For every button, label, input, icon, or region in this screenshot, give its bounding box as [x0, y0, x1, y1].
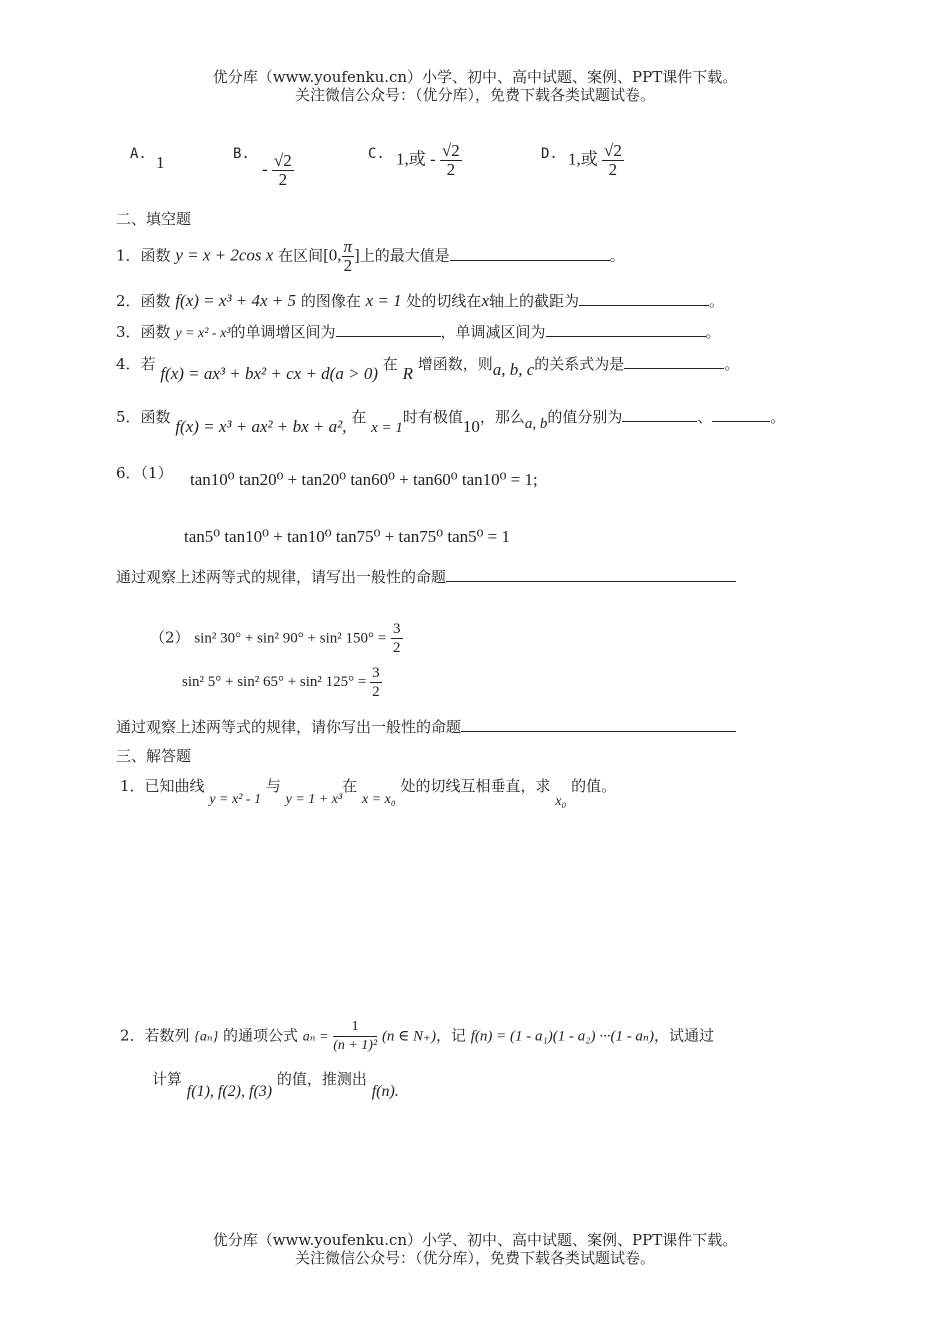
q6-equation-1: tan10⁰ tan20⁰ + tan20⁰ tan60⁰ + tan60⁰ tan10⁰ = 1; [190, 470, 538, 489]
q6-part-2 [150, 620, 403, 657]
q2-end: 。 [709, 292, 725, 310]
p2-an: aₙ = [302, 1029, 329, 1045]
q6-fraction-3-num: 3 [393, 621, 401, 637]
option-b-denominator: 2 [278, 170, 288, 189]
option-b-fraction [272, 152, 294, 189]
q1-interval-close: ] [354, 245, 360, 265]
q6-label: 6．（1） [116, 464, 173, 482]
problem-1 [120, 775, 617, 809]
q3-mid: 的单调增区间为 [230, 323, 336, 341]
fill-question-1 [116, 238, 625, 275]
p2-numerator: 1 [333, 1018, 377, 1037]
q4-mid2: 增函数，则 [417, 355, 493, 373]
q6-observation-2-text: 通过观察上述两等式的规律，请你写出一般性的命题 [116, 718, 462, 736]
fill-question-3 [116, 321, 721, 342]
p2-sequence: {aₙ} [194, 1029, 219, 1045]
option-c-value [396, 142, 462, 179]
p2-calc: 计算 [152, 1070, 183, 1088]
option-c-prefix: 1,或 - [396, 149, 436, 169]
q1-interval-open: [0, [323, 245, 342, 265]
q2-post2: 轴上的截距为 [488, 292, 579, 310]
q4-end: 。 [724, 355, 740, 373]
p1-point: x = x₀ [361, 792, 396, 807]
option-d-denominator: 2 [608, 160, 618, 179]
option-a-value: 1 [156, 153, 165, 172]
q3-function: y = x² - x³ [175, 326, 231, 341]
p1-and: 与 [265, 777, 281, 795]
q6-equation-3: sin² 30° + sin² 90° + sin² 150° = [194, 630, 387, 647]
q1-function: y = x + 2cos x [175, 245, 274, 265]
p2-fraction [333, 1018, 377, 1055]
option-d-value [568, 142, 624, 179]
q3-end: 。 [705, 323, 721, 341]
section-3-title: 三、解答题 [116, 747, 192, 765]
footer-line-2: 关注微信公众号：（优分库），免费下载各类试题试卷。 [294, 1249, 655, 1267]
q1-answer-blank[interactable] [450, 246, 610, 261]
p2-post: ，试通过 [654, 1026, 715, 1045]
header-line-2: 关注微信公众号：（优分库），免费下载各类试题试卷。 [294, 86, 655, 104]
p2-fvalues: f(1), f(2), f(3) [186, 1083, 273, 1100]
p2-mid2: ，记 [435, 1026, 466, 1045]
q5-sep: 、 [697, 408, 713, 426]
q5-ten: 10 [462, 417, 480, 436]
header-line-1: 优分库（www.youfenku.cn）小学、初中、高中试题、案例、PPT课件下载。 [212, 68, 738, 86]
p2-prefix: 2．若数列 [120, 1026, 190, 1045]
q5-answer-blank-b[interactable] [712, 407, 770, 422]
p2-domain: (n ∈ N₊) [381, 1028, 436, 1045]
option-c-fraction [440, 142, 462, 179]
q2-post: 处的切线在 [406, 292, 482, 310]
p1-x0: x₀ [555, 794, 567, 809]
p2-mid: 的通项公式 [222, 1026, 298, 1045]
q6-fraction-4 [370, 664, 382, 701]
q6-label-2: （2） [150, 628, 190, 647]
q1-pi: π [343, 237, 353, 256]
option-d-fraction [602, 142, 624, 179]
p1-post: 处的切线互相垂直，求 [400, 777, 551, 795]
q5-prefix: 5．函数 [116, 408, 171, 426]
q3-mid2: ，单调减区间为 [440, 323, 546, 341]
q4-post: 的关系式为是 [534, 355, 625, 373]
fill-question-2 [116, 290, 724, 311]
q5-function: f(x) = x³ + ax² + bx + a², [175, 417, 347, 436]
q2-function: f(x) = x³ + 4x + 5 [175, 291, 297, 310]
option-b-numerator: √2 [273, 151, 292, 170]
q5-answer-blank-a[interactable] [622, 407, 697, 422]
p2-denominator: (n + 1)² [333, 1038, 378, 1053]
q2-point: x = 1 [365, 291, 402, 310]
q3-decrease-blank[interactable] [546, 322, 706, 337]
option-c-label: C. [368, 146, 385, 162]
section-2-title: 二、填空题 [116, 210, 192, 228]
option-d-prefix: 1,或 [568, 149, 598, 169]
p2-fn: f(n). [371, 1083, 399, 1100]
q1-pi-fraction [342, 238, 355, 275]
option-c-denominator: 2 [446, 160, 456, 179]
option-d-numerator: √2 [604, 141, 622, 160]
q6-observation-1 [116, 566, 736, 587]
option-b-label: B. [233, 146, 250, 162]
q6-equation-4-row [182, 664, 382, 701]
p1-prefix: 1．已知曲线 [120, 777, 205, 795]
q1-two: 2 [343, 256, 353, 275]
q5-point: x = 1 [371, 420, 403, 436]
option-b-prefix: - [262, 159, 268, 179]
q1-interval-text: 在区间 [278, 246, 324, 265]
p2-product: f(n) = (1 - a₁)(1 - a₂) ···(1 - aₙ) [470, 1028, 655, 1045]
problem-2-line-1 [120, 1018, 714, 1055]
q1-end: 。 [609, 246, 625, 265]
q6-fraction-3-den: 2 [393, 640, 401, 656]
q4-R: R [402, 364, 413, 383]
p1-curve-1: y = x² - 1 [209, 792, 262, 807]
q6-equation-2: tan5⁰ tan10⁰ + tan10⁰ tan75⁰ + tan75⁰ tan5⁰ = 1 [184, 527, 511, 546]
q4-prefix: 4．若 [116, 355, 156, 373]
q6-answer-blank-2[interactable] [461, 717, 736, 732]
q4-function: f(x) = ax³ + bx² + cx + d(a > 0) [160, 364, 378, 383]
q6-fraction-3 [391, 620, 403, 657]
option-b-value [262, 152, 294, 189]
p2-mid3: 的值，推测出 [276, 1070, 367, 1088]
footer-line-1: 优分库（www.youfenku.cn）小学、初中、高中试题、案例、PPT课件下载。 [212, 1231, 738, 1249]
p1-at: 在 [342, 777, 358, 795]
q4-mid: 在 [382, 355, 398, 373]
q3-increase-blank[interactable] [336, 322, 441, 337]
problem-2-line-2 [152, 1068, 399, 1100]
fill-question-4 [116, 353, 740, 383]
q6-fraction-4-num: 3 [372, 665, 380, 681]
q5-mid: 在 [351, 408, 367, 426]
q1-suffix: 上的最大值是 [359, 246, 450, 265]
q3-prefix: 3．函数 [116, 323, 171, 341]
option-d-label: D. [541, 146, 558, 162]
q6-fraction-4-den: 2 [372, 684, 380, 700]
q6-observation-1-text: 通过观察上述两等式的规律，请写出一般性的命题 [116, 568, 447, 586]
fill-question-5 [116, 406, 786, 436]
q5-mid2: 时有极值 [402, 408, 463, 426]
q2-xvar: x [481, 291, 489, 310]
q4-answer-blank[interactable] [624, 354, 724, 369]
q4-abc: a, b, c [492, 360, 535, 379]
q2-prefix: 2．函数 [116, 292, 171, 310]
option-c-numerator: √2 [441, 141, 460, 160]
option-a-label: A. [130, 146, 147, 162]
q5-ab: a, b [524, 416, 548, 432]
q2-answer-blank[interactable] [579, 291, 709, 306]
p1-curve-2: y = 1 + x³ [285, 792, 343, 807]
p1-end: 的值。 [571, 777, 617, 795]
q5-end: 。 [770, 408, 786, 426]
q6-equation-4: sin² 5° + sin² 65° + sin² 125° = [182, 673, 367, 690]
q2-mid: 的图像在 [300, 292, 361, 310]
q6-observation-2 [116, 716, 736, 737]
q1-prefix: 1．函数 [116, 246, 171, 265]
q5-mid3: ，那么 [479, 408, 525, 426]
q6-answer-blank-1[interactable] [446, 567, 736, 582]
q5-post: 的值分别为 [547, 408, 623, 426]
